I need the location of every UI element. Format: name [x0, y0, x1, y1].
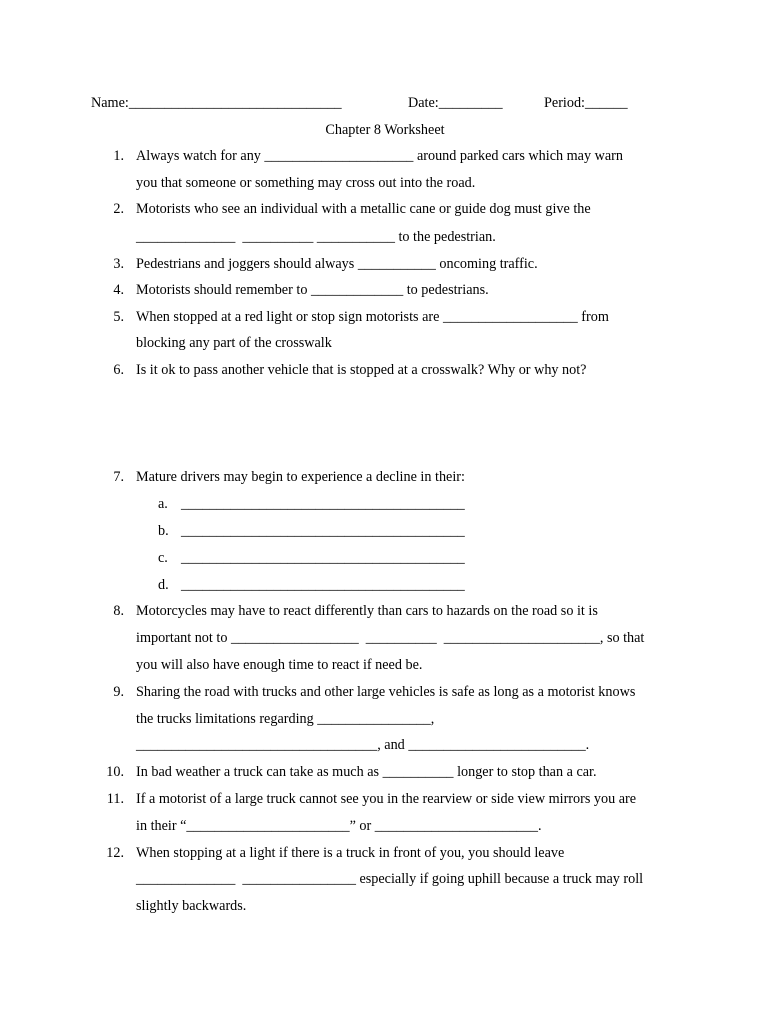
- sub-item-blank: ________________________________________: [181, 550, 465, 566]
- question-number: 1.: [113, 148, 124, 164]
- date-field: Date:_________: [408, 95, 503, 111]
- sub-item-blank: ________________________________________: [181, 523, 465, 539]
- question-text: blocking any part of the crosswalk: [136, 335, 332, 351]
- question-text: the trucks limitations regarding ________________,: [136, 711, 435, 727]
- question-text: Motorists should remember to _____________ to pedestrians.: [136, 282, 489, 298]
- period-field: Period:______: [544, 95, 628, 111]
- question-number: 10.: [106, 764, 124, 780]
- question-text: Pedestrians and joggers should always ___________ oncoming traffic.: [136, 256, 538, 272]
- question-number: 5.: [113, 309, 124, 325]
- question-text: you that someone or something may cross out into the road.: [136, 175, 476, 191]
- question-text: Always watch for any _____________________ around parked cars which may warn: [136, 148, 623, 164]
- question-text: Motorcycles may have to react differently than cars to hazards on the road so it is: [136, 603, 598, 619]
- page-title: Chapter 8 Worksheet: [325, 122, 445, 138]
- question-text: slightly backwards.: [136, 898, 247, 914]
- question-text: important not to __________________ __________ ______________________, so that: [136, 630, 645, 646]
- question-text: When stopping at a light if there is a truck in front of you, you should leave: [136, 845, 565, 861]
- question-text: Is it ok to pass another vehicle that is stopped at a crosswalk? Why or why not?: [136, 362, 587, 378]
- question-text: in their “_______________________” or _______________________.: [136, 818, 542, 834]
- question-text: __________________________________, and _________________________.: [136, 737, 590, 753]
- sub-item-letter: a.: [158, 496, 168, 512]
- question-number: 6.: [113, 362, 124, 378]
- question-text: you will also have enough time to react if need be.: [136, 657, 423, 673]
- question-number: 3.: [113, 256, 124, 272]
- question-number: 11.: [106, 791, 124, 807]
- sub-item-blank: ________________________________________: [181, 577, 465, 593]
- question-text: Mature drivers may begin to experience a decline in their:: [136, 469, 465, 485]
- question-text: If a motorist of a large truck cannot see you in the rearview or side view mirrors you are: [136, 791, 637, 807]
- sub-item-letter: c.: [158, 550, 168, 566]
- question-text: Motorists who see an individual with a metallic cane or guide dog must give the: [136, 201, 591, 217]
- question-text: In bad weather a truck can take as much as __________ longer to stop than a car.: [136, 764, 597, 780]
- sub-item-blank: ________________________________________: [181, 496, 465, 512]
- question-number: 4.: [113, 282, 124, 298]
- question-text: Sharing the road with trucks and other large vehicles is safe as long as a motorist knows: [136, 684, 636, 700]
- question-number: 2.: [113, 201, 124, 217]
- name-field: Name:______________________________: [91, 95, 342, 111]
- question-number: 7.: [113, 469, 124, 485]
- question-number: 8.: [113, 603, 124, 619]
- question-text: ______________ ________________ especially if going uphill because a truck may roll: [136, 871, 644, 887]
- question-number: 9.: [113, 684, 124, 700]
- question-text: When stopped at a red light or stop sign motorists are ___________________ from: [136, 309, 609, 325]
- question-text: ______________ __________ ___________ to the pedestrian.: [136, 229, 496, 245]
- sub-item-letter: d.: [158, 577, 169, 593]
- question-number: 12.: [106, 845, 124, 861]
- sub-item-letter: b.: [158, 523, 169, 539]
